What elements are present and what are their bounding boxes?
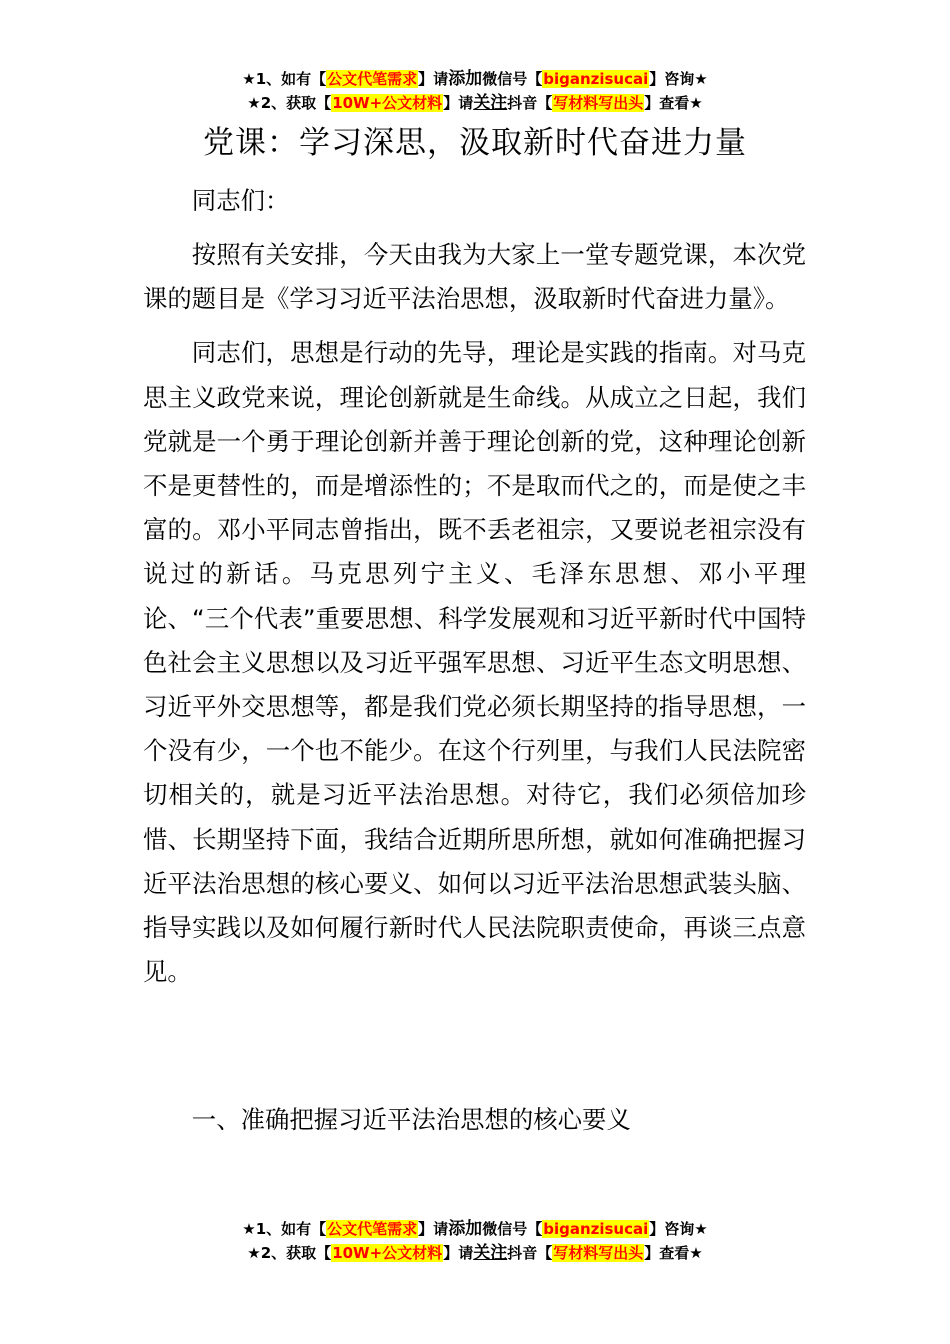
promo-highlight: 10W+公文材料 <box>332 94 443 112</box>
promo-text: 】请 <box>418 1220 449 1238</box>
promo-text: ★2、获取【 <box>247 1244 332 1262</box>
promo-text: 】咨询★ <box>649 70 708 88</box>
promo-text: 】请 <box>418 70 449 88</box>
promo-text: 】咨询★ <box>649 1220 708 1238</box>
promo-text: 微信号【 <box>482 70 543 88</box>
promo-line-2 <box>0 91 950 115</box>
promo-text: 】查看★ <box>644 1244 703 1262</box>
top-promo-banner <box>0 67 950 115</box>
promo-emphasis: 关注 <box>473 1243 508 1263</box>
promo-highlight: 公文代笔需求 <box>327 70 418 88</box>
promo-emphasis: 添加 <box>448 69 483 89</box>
promo-text: 微信号【 <box>482 1220 543 1238</box>
promo-wechat-id: biganzisucai <box>543 1220 649 1238</box>
promo-text: 】查看★ <box>644 94 703 112</box>
promo-text: 抖音【 <box>507 94 553 112</box>
promo-line-2 <box>0 1241 950 1265</box>
promo-emphasis: 关注 <box>473 93 508 113</box>
promo-text: ★2、获取【 <box>247 94 332 112</box>
section-heading: 一、准确把握习近平法治思想的核心要义 <box>191 1105 631 1134</box>
promo-wechat-id: biganzisucai <box>543 70 649 88</box>
body-paragraph: 同志们，思想是行动的先导，理论是实践的指南。对马克思主义政党来说，理论创新就是生命线。从成立之日起，我们党就是一个勇于理论创新并善于理论创新的党，这种理论创新不是更替性的，而是增添性的；不是取而代之的，而是使之丰富的。邓小平同志曾指出，既不丢老祖宗，又要说老祖宗没有说过的新话。马克思列宁主义、毛泽东思想、邓小平理论、“三个代表”重要思想、科学发展观和习近平新时代中国特色社会主义思想以及习近平强军思想、习近平生态文明思想、习近平外交思想等，都是我们党必须长期坚持的指导思想，一个没有少，一个也不能少。在这个行列里，与我们人民法院密切相关的，就是习近平法治思想。对待它，我们必须倍加珍惜、长期坚持下面，我结合近期所思所想，就如何准确把握习近平法治思想的核心要义、如何以习近平法治思想武装头脑、指导实践以及如何履行新时代人民法院职责使命，再谈三点意见。 <box>143 338 806 987</box>
promo-emphasis: 添加 <box>448 1219 483 1239</box>
document-title: 党课：学习深思，汲取新时代奋进力量 <box>203 125 747 161</box>
greeting-block <box>143 179 806 223</box>
promo-text: 】请 <box>443 1244 474 1262</box>
promo-text: 抖音【 <box>507 1244 553 1262</box>
promo-douyin-id: 写材料写出头 <box>553 94 644 112</box>
body-paragraph: 按照有关安排，今天由我为大家上一堂专题党课，本次党课的题目是《学习习近平法治思想，汲取新时代奋进力量》。 <box>143 240 806 314</box>
promo-douyin-id: 写材料写出头 <box>553 1244 644 1262</box>
promo-text: ★1、如有【 <box>242 70 327 88</box>
promo-highlight: 10W+公文材料 <box>332 1244 443 1262</box>
section-heading-block <box>143 1098 806 1142</box>
document-body <box>143 233 806 994</box>
promo-text: ★1、如有【 <box>242 1220 327 1238</box>
promo-text: 】请 <box>443 94 474 112</box>
promo-highlight: 公文代笔需求 <box>327 1220 418 1238</box>
promo-line-1 <box>0 1217 950 1241</box>
bottom-promo-banner <box>0 1217 950 1265</box>
promo-line-1 <box>0 67 950 91</box>
greeting: 同志们： <box>191 186 290 215</box>
